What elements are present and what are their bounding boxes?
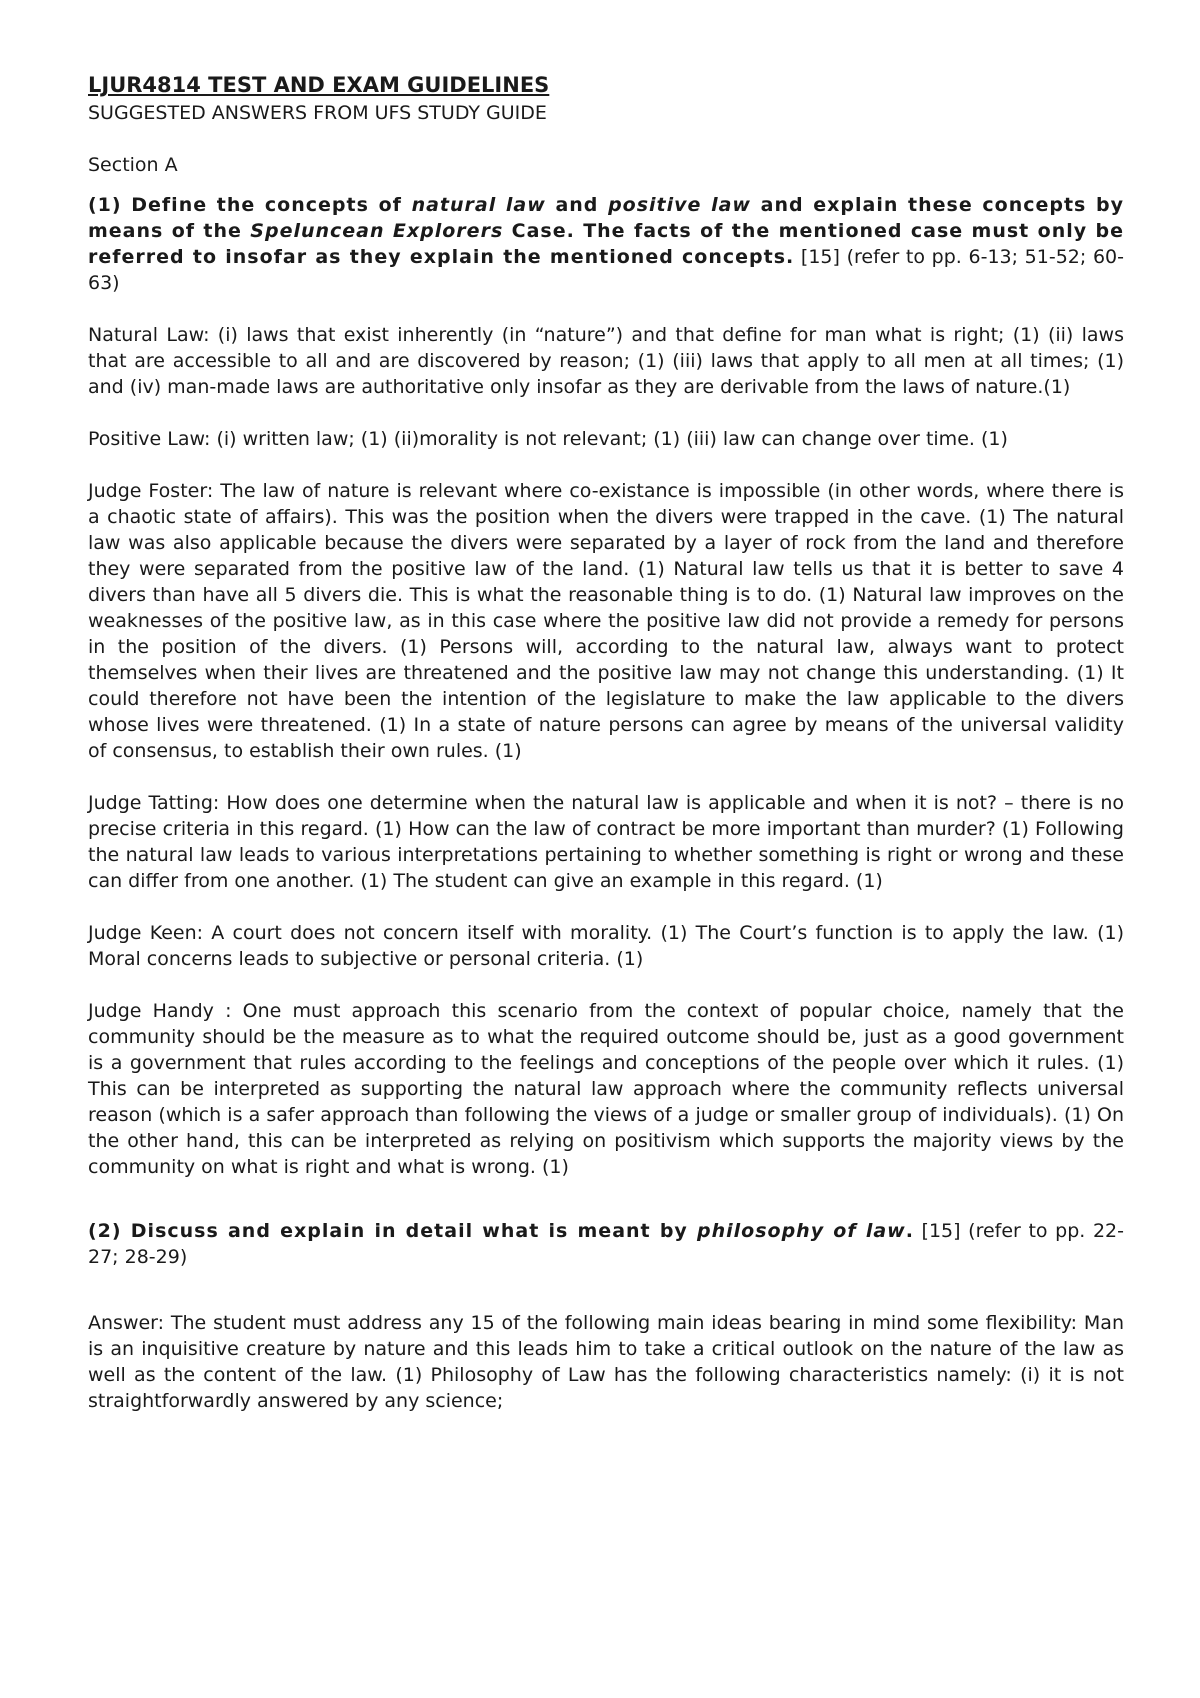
judge-foster-paragraph: Judge Foster: The law of nature is relevant where co-existance is impossible (in other words, where there is a chaotic state of affairs). This was the position when the divers were trapped in the cave. (1) The natural law was also applicable because the divers were separated by a layer of rock from the land and therefore they were separated from the positive law of the land. (1) Natural law tells us that it is better to save 4 divers than have all 5 divers die. This is what the reasonable thing is to do. (1) Natural law improves on the weaknesses of the positive law, as in this case where the positive law did not provide a remedy for persons in the position of the divers. (1) Persons will, according to the natural law, always want to protect themselves when their lives are threatened and the positive law may not change this understanding. (1) It could therefore not have been the intention of the legislature to make the law applicable to the divers whose lives were threatened. (1) In a state of nature persons can agree by means of the universal validity of consensus, to establish their own rules. (1) [88,480,1124,762]
answer-paragraph: Answer: The student must address any 15 of the following main ideas bearing in mind some flexibility: Man is an inquisitive creature by nature and this leads him to take a critical outlook on the nature of the law as well as the content of the law. (1) Philosophy of Law has the following characteristics namely: (i) it is not straightforwardly answered by any science; [88,1312,1124,1412]
document-title: LJUR4814 TEST AND EXAM GUIDELINES [88,73,550,97]
natural-law-paragraph: Natural Law: (i) laws that exist inherently (in “nature”) and that define for man what is right; (1) (ii) laws that are accessible to all and are discovered by reason; (1) (iii) laws that apply to all men at all times; (1) and (iv) man-made laws are authoritative only insofar as they are derivable from the laws of nature.(1) [88,324,1124,398]
section-heading: Section A [88,154,178,176]
positive-law-paragraph: Positive Law: (i) written law; (1) (ii)morality is not relevant; (1) (iii) law can change over time. (1) [88,428,1008,450]
question-1-text: (1) Define the concepts of natural law and positive law and explain these concepts by means of the Speluncean Explorers Case. The facts of the mentioned case must only be referred to insofar as they explain the mentioned concepts. [88,194,1125,268]
judge-handy-paragraph: Judge Handy : One must approach this scenario from the context of popular choice, namely that the community should be the measure as to what the required outcome should be, just as a good government is a government that rules according to the feelings and conceptions of the people over which it rules. (1) This can be interpreted as supporting the natural law approach where the community reflects universal reason (which is a safer approach than following the views of a judge or smaller group of individuals). (1) On the other hand, this can be interpreted as relying on positivism which supports the majority views by the community on what is right and what is wrong. (1) [88,1000,1124,1178]
judge-keen-paragraph: Judge Keen: A court does not concern itself with morality. (1) The Court’s function is to apply the law. (1) Moral concerns leads to subjective or personal criteria. (1) [88,922,1124,970]
document-subtitle: SUGGESTED ANSWERS FROM UFS STUDY GUIDE [88,102,547,124]
question-1-marks: [15] (refer to pp. 6-13; 51-52; 60-63) [88,246,1124,294]
question-1 [88,192,1124,296]
question-2-text: (2) Discuss and explain in detail what is meant by philosophy of law. [88,1220,914,1242]
question-2-marks: [15] (refer to pp. 22-27; 28-29) [88,1220,1124,1268]
judge-tatting-paragraph: Judge Tatting: How does one determine when the natural law is applicable and when it is not? – there is no precise criteria in this regard. (1) How can the law of contract be more important than murder? (1) Following the natural law leads to various interpretations pertaining to whether something is right or wrong and these can differ from one another. (1) The student can give an example in this regard. (1) [88,792,1124,892]
question-2 [88,1218,1124,1270]
